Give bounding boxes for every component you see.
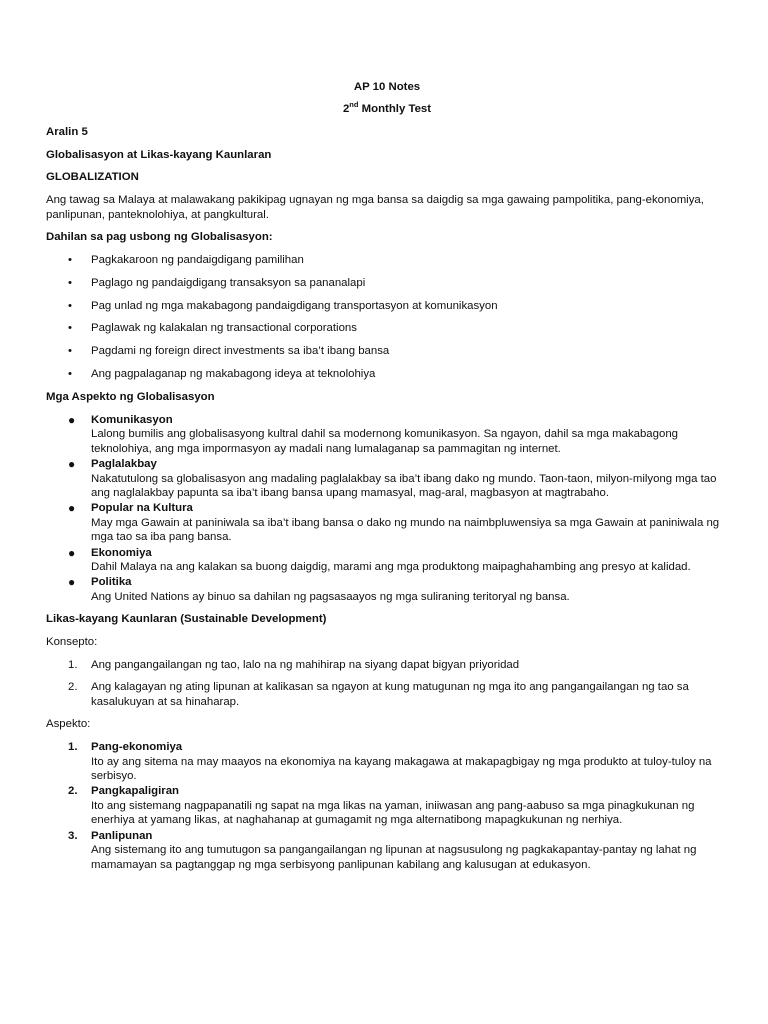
list-item-text: Pag unlad ng mga makabagong pandaigdigang transportasyon at komunikasyon bbox=[91, 299, 498, 312]
list-item bbox=[46, 680, 728, 709]
bullet-marker: • bbox=[68, 253, 72, 266]
aspects-heading: Mga Aspekto ng Globalisasyon bbox=[46, 391, 215, 404]
list-item-text: Ang pagpalaganap ng makabagong ideya at teknolohiya bbox=[91, 368, 376, 381]
aspect-term: Ekonomiya bbox=[91, 546, 152, 559]
aspect-term: Komunikasyon bbox=[91, 413, 173, 426]
bullet-marker: ● bbox=[68, 545, 76, 560]
aspect-term: Panlipunan bbox=[91, 829, 153, 842]
aspect-description: Lalong bumilis ang globalisasyong kultral dahil sa modernong komunikasyon. Sa ngayon, dahil sa mga makabagong teknolohiya, ang mga impormasyon ay madali nang lumalaganap sa pammagitan ng internet. bbox=[91, 428, 678, 455]
bullet-marker: ● bbox=[68, 575, 76, 590]
causes-heading: Dahilan sa pag usbong ng Globalisasyon: bbox=[46, 231, 273, 244]
list-item bbox=[46, 575, 728, 604]
list-item bbox=[46, 740, 728, 784]
sustainable-heading: Likas-kayang Kaunlaran (Sustainable Development) bbox=[46, 613, 327, 626]
list-item-text: Ang kalagayan ng ating lipunan at kalikasan sa ngayon at kung matugunan ng mga ito ang pangangailangan ng tao sa kasalukuyan at sa hinaharap. bbox=[91, 681, 689, 708]
item-number: 1. bbox=[68, 658, 78, 671]
list-item bbox=[46, 413, 728, 457]
aspect-term: Popular na Kultura bbox=[91, 502, 193, 515]
globalization-heading: GLOBALIZATION bbox=[46, 171, 139, 184]
item-number: 3. bbox=[68, 829, 78, 842]
list-item-text: Pagdami ng foreign direct investments sa iba’t ibang bansa bbox=[91, 345, 390, 358]
aspect-description: May mga Gawain at paniniwala sa iba’t ibang bansa o dako ng mundo na naimbpluwensiya sa mga Gawain at paniniwala ng mga tao sa iba pang bansa. bbox=[91, 516, 720, 544]
aspect-description: Dahil Malaya na ang kalakan sa buong daigdig, marami ang mga produktong maipaghahambing ang presyo at kalidad. bbox=[91, 561, 691, 574]
concept-heading: Konsepto: bbox=[46, 636, 98, 648]
list-item-text: Pagkakaroon ng pandaigdigang pamilihan bbox=[91, 253, 304, 266]
lesson-label: Aralin 5 bbox=[46, 126, 88, 139]
subtitle-number: 2 bbox=[342, 102, 350, 115]
bullet-marker: • bbox=[68, 345, 72, 358]
aspect-description: Nakatutulong sa globalisasyon ang madaling paglalakbay sa iba’t ibang dako ng mundo. Taon-taon, milyon-milyong mga tao ang naglalakbay papunta sa iba’t ibang bansa upang mamasyal, mag-aral, magbasyon at magtrabaho. bbox=[91, 472, 717, 500]
bullet-marker: • bbox=[68, 368, 72, 381]
list-item bbox=[46, 321, 728, 336]
aspect-term: Paglalakbay bbox=[91, 457, 157, 470]
list-item bbox=[46, 501, 728, 545]
bullet-marker: ● bbox=[68, 412, 76, 427]
aspect-term: Pangkapaligiran bbox=[91, 785, 179, 798]
globalization-definition: Ang tawag sa Malaya at malawakang pakikipag ugnayan ng mga bansa sa daigdig sa mga gawaing pampolitika, pang-ekonomiya, panlipunan, panteknolohiya, at pangkultural. bbox=[46, 193, 704, 221]
causes-list bbox=[46, 253, 728, 382]
aspekto-heading: Aspekto: bbox=[46, 718, 91, 731]
list-item bbox=[46, 367, 728, 382]
item-number: 2. bbox=[68, 785, 78, 798]
topic-heading: Globalisasyon at Likas-kayang Kaunlaran bbox=[46, 148, 272, 161]
list-item-text: Paglawak ng kalakalan ng transactional corporations bbox=[91, 322, 357, 335]
list-item-text: Ang pangangailangan ng tao, lalo na ng mahihirap na siyang dapat bigyan priyoridad bbox=[91, 658, 520, 671]
aspects-list bbox=[46, 413, 728, 605]
list-item-text: Paglago ng pandaigdigang transaksyon sa pananalapi bbox=[91, 276, 366, 289]
aspect-description: Ang sistemang ito ang tumutugon sa pangangailangan ng lipunan at nagsusulong ng pagkakapantay-pantay ng lahat ng mamamayan sa pagtanggap ng mga serbisyong panlipunan kabilang ang kalusugan at edukasyon. bbox=[91, 844, 697, 871]
aspekto-list bbox=[46, 740, 728, 872]
subtitle-ordinal: nd bbox=[349, 99, 359, 109]
bullet-marker: • bbox=[68, 276, 72, 289]
item-number: 2. bbox=[68, 681, 78, 694]
subtitle-text: Monthly Test bbox=[358, 102, 432, 115]
bullet-marker: • bbox=[68, 299, 72, 312]
list-item bbox=[46, 546, 728, 575]
document-subtitle bbox=[46, 99, 728, 117]
list-item bbox=[46, 784, 728, 828]
aspect-term: Politika bbox=[91, 576, 132, 589]
bullet-marker: ● bbox=[68, 501, 76, 516]
bullet-marker: ● bbox=[68, 456, 76, 471]
list-item bbox=[46, 457, 728, 501]
bullet-marker: • bbox=[68, 322, 72, 335]
aspect-description: Ito ang sistemang nagpapanatili ng sapat na mga likas na yaman, iniiwasan ang pang-aabuso sa mga pinagkukunan ng enerhiya at yamang likas, at naghahanap at gumagamit ng mga alternatibong mapagkukunan ng nerhiya. bbox=[91, 799, 695, 827]
list-item bbox=[46, 829, 728, 873]
item-number: 1. bbox=[68, 740, 78, 753]
concept-list bbox=[46, 658, 728, 710]
list-item bbox=[46, 344, 728, 359]
document-title: AP 10 Notes bbox=[353, 81, 421, 93]
aspect-description: Ang United Nations ay binuo sa dahilan ng pagsasaayos ng mga suliraning teritoryal ng bansa. bbox=[91, 590, 570, 603]
list-item bbox=[46, 276, 728, 291]
document-page bbox=[46, 80, 728, 880]
aspect-description: Ito ay ang sitema na may maayos na ekonomiya na kayang makagawa at makapagbigay ng mga produkto at tuloy-tuloy na serbisyo. bbox=[91, 755, 712, 783]
list-item bbox=[46, 658, 728, 673]
aspect-term: Pang-ekonomiya bbox=[91, 740, 183, 753]
list-item bbox=[46, 253, 728, 268]
list-item bbox=[46, 299, 728, 314]
